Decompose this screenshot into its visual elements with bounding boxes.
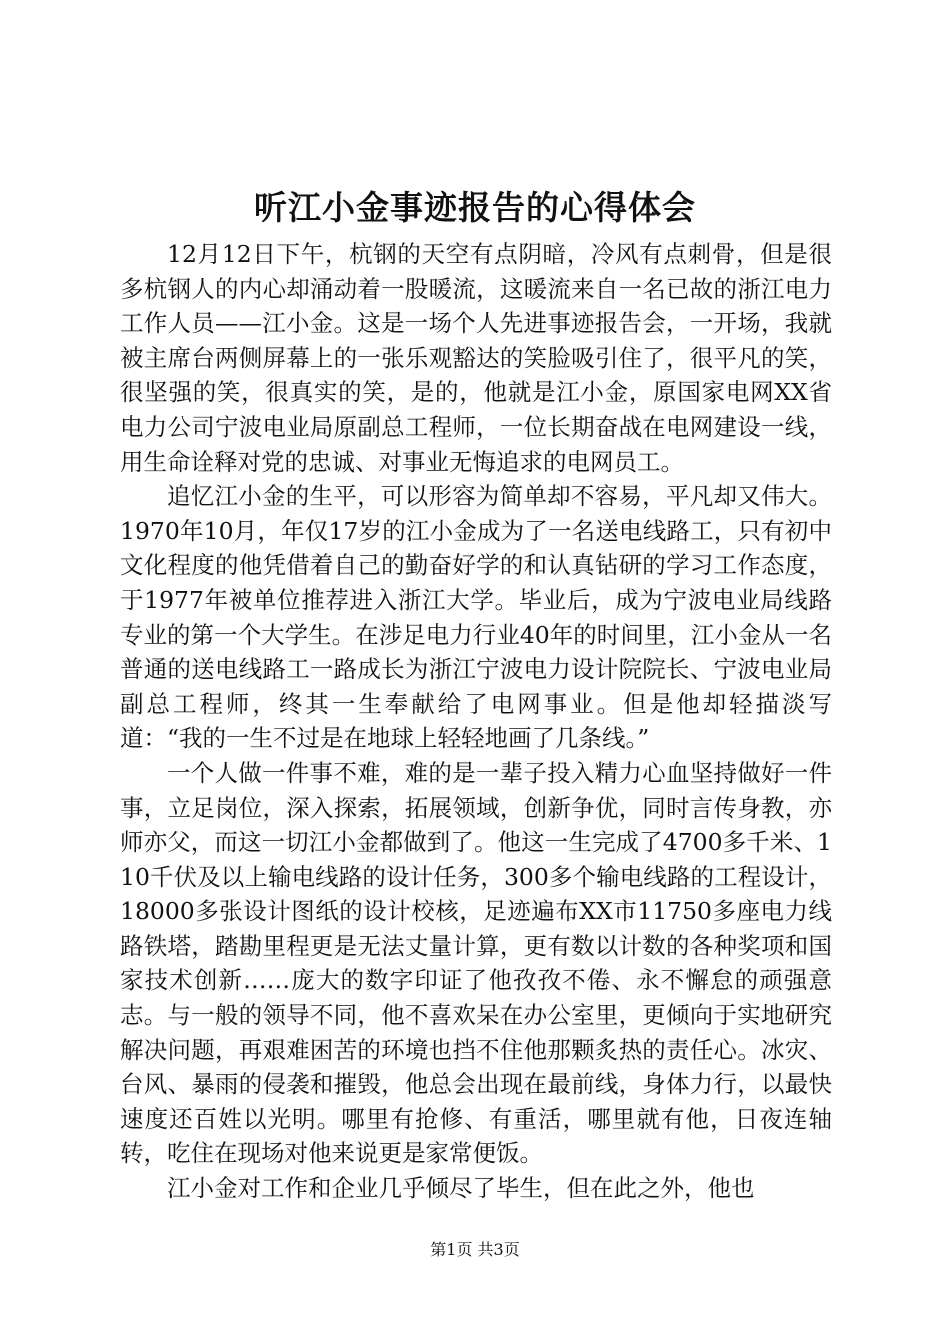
document-body bbox=[120, 237, 832, 1206]
paragraph-2: 追忆江小金的生平，可以形容为简单却不容易，平凡却又伟大。1970年10月，年仅17岁的江小金成为了一名送电线路工，只有初中文化程度的他凭借着自己的勤奋好学的和认真钻研的学习工作态度，于1977年被单位推荐进入浙江大学。毕业后，成为宁波电业局线路专业的第一个大学生。在涉足电力行业40年的时间里，江小金从一名普通的送电线路工一路成长为浙江宁波电力设计院院长、宁波电业局副总工程师，终其一生奉献给了电网事业。但是他却轻描淡写道：“我的一生不过是在地球上轻轻地画了几条线。” bbox=[120, 482, 832, 753]
paragraph-4: 江小金对工作和企业几乎倾尽了毕生，但在此之外，他也 bbox=[167, 1174, 755, 1203]
page-number: 第1页 共3页 bbox=[430, 1240, 520, 1259]
paragraph-1: 12月12日下午，杭钢的天空有点阴暗，冷风有点刺骨，但是很多杭钢人的内心却涌动着一股暖流，这暖流来自一名已故的浙江电力工作人员——江小金。这是一场个人先进事迹报告会，一开场，我就被主席台两侧屏幕上的一张乐观豁达的笑脸吸引住了，很平凡的笑，很坚强的笑，很真实的笑，是的，他就是江小金，原国家电网XX省电力公司宁波电业局原副总工程师，一位长期奋战在电网建设一线，用生命诠释对党的忠诚、对事业无悔追求的电网员工。 bbox=[120, 240, 832, 476]
document-title: 听江小金事迹报告的心得体会 bbox=[254, 188, 696, 227]
page-footer bbox=[0, 1238, 950, 1262]
paragraph-3: 一个人做一件事不难，难的是一辈子投入精力心血坚持做好一件事，立足岗位，深入探索，拓展领域，创新争优，同时言传身教，亦师亦父，而这一切江小金都做到了。他这一生完成了4700多千米、110千伏及以上输电线路的设计任务，300多个输电线路的工程设计，18000多张设计图纸的设计校核，足迹遍布XX市11750多座电力线路铁塔，踏勘里程更是无法丈量计算，更有数以计数的各种奖项和国家技术创新……庞大的数字印证了他孜孜不倦、永不懈怠的顽强意志。与一般的领导不同，他不喜欢呆在办公室里，更倾向于实地研究解决问题，再艰难困苦的环境也挡不住他那颗炙热的责任心。冰灾、台风、暴雨的侵袭和摧毁，他总会出现在最前线，身体力行，以最快速度还百姓以光明。哪里有抢修、有重活，哪里就有他，日夜连轴转，吃住在现场对他来说更是家常便饭。 bbox=[120, 758, 832, 1168]
